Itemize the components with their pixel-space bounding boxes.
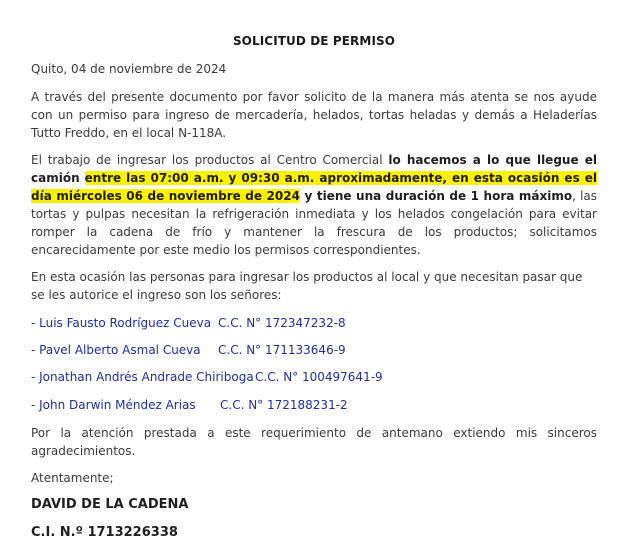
person-name: - Jonathan Andrés Andrade Chiriboga bbox=[31, 370, 254, 384]
document-date: Quito, 04 de noviembre de 2024 bbox=[31, 62, 227, 76]
closing-salutation: Atentamente; bbox=[31, 471, 114, 485]
schedule-text-details: , las tortas y pulpas necesitan la refrigeración inmediata y los helados congelación para evitar romper la cadena de frío y mantener la frescura de los productos; solicitamos encarecidamente por este medio los permisos correspondientes. bbox=[31, 189, 598, 257]
paragraph-authorization: En esta ocasión las personas para ingresar los productos al local y que necesitan pasar que se les autorice el ingreso son los señores: bbox=[31, 270, 583, 302]
person-item bbox=[31, 396, 348, 414]
person-id: C.C. N° 100497641-9 bbox=[255, 370, 383, 384]
person-item bbox=[31, 314, 346, 332]
person-id: C.C. N° 172188231-2 bbox=[220, 398, 348, 412]
paragraph-thanks: Por la atención prestada a este requerimiento de antemano extiendo mis sinceros agradecimientos. bbox=[31, 426, 597, 458]
person-name: - Luis Fausto Rodríguez Cueva bbox=[31, 316, 212, 330]
signer-name: DAVID DE LA CADENA bbox=[31, 497, 189, 512]
paragraph-schedule bbox=[31, 151, 597, 259]
schedule-text-duration: y tiene una duración de 1 hora máximo bbox=[299, 189, 573, 203]
paragraph-request: A través del presente documento por favor solicito de la manera más atenta se nos ayude con un permiso para ingreso de mercadería, helados, tortas heladas y demás a Heladerías Tutto Freddo, en el local N-118A. bbox=[31, 90, 597, 140]
person-item bbox=[31, 341, 346, 359]
person-id: C.C. N° 172347232-8 bbox=[218, 316, 346, 330]
person-name: - John Darwin Méndez Arias bbox=[31, 398, 196, 412]
person-id: C.C. N° 171133646-9 bbox=[218, 343, 346, 357]
person-item bbox=[31, 368, 383, 386]
signer-id: C.I. N.º 1713226338 bbox=[31, 525, 178, 540]
schedule-text-arrival: lo hacemos a lo que llegue el camión bbox=[31, 153, 597, 185]
schedule-text-intro: El trabajo de ingresar los productos al Centro Comercial bbox=[31, 153, 389, 167]
person-name: - Pavel Alberto Asmal Cueva bbox=[31, 343, 201, 357]
schedule-text-highlight: entre las 07:00 a.m. y 09:30 a.m. aproximadamente, en esta ocasión es el día miércoles 06 de noviembre de 2024 bbox=[31, 171, 597, 203]
document-title: SOLICITUD DE PERMISO bbox=[232, 34, 396, 48]
